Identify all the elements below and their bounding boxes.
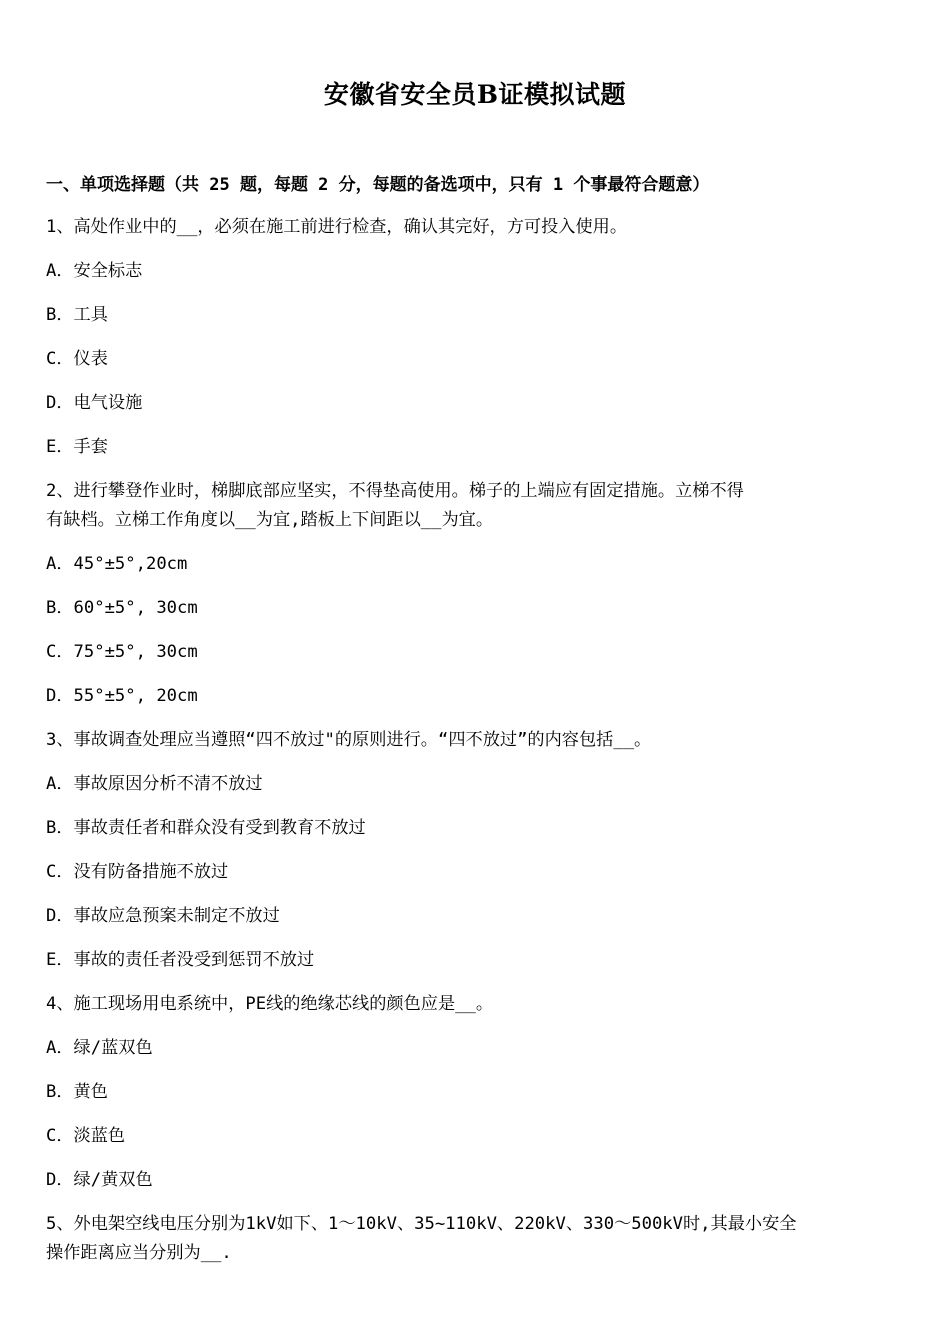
section-heading: 一、单项选择题（共 25 题，每题 2 分，每题的备选项中，只有 1 个事最符合题意） [46,175,710,195]
question-1-stem: 1、高处作业中的__，必须在施工前进行检查，确认其完好，方可投入使用。 [46,217,628,237]
question-2-option-d: D．55°±5°, 20cm [46,686,198,706]
question-1-option-b: B．工具 [46,305,108,325]
question-4-option-b: B．黄色 [46,1082,108,1102]
question-4-stem: 4、施工现场用电系统中，PE线的绝缘芯线的颜色应是__。 [46,994,494,1014]
question-3-option-c: C．没有防备措施不放过 [46,862,229,882]
question-1-option-d: D．电气设施 [46,393,143,413]
question-1-option-c: C．仪表 [46,349,108,369]
question-5-stem-line1: 5、外电架空线电压分别为1kV如下、1～10kV、35~110kV、220kV、330～500kV时,其最小安全 [46,1214,797,1234]
question-3-stem: 3、事故调查处理应当遵照“四不放过"的原则进行。“四不放过”的内容包括__。 [46,730,652,750]
question-3-option-d: D．事故应急预案未制定不放过 [46,906,280,926]
question-1-option-a: A．安全标志 [46,261,143,281]
question-3-option-e: E．事故的责任者没受到惩罚不放过 [46,950,315,970]
question-3-option-b: B．事故责任者和群众没有受到教育不放过 [46,818,366,838]
question-5-stem-line2: 操作距离应当分别为__. [46,1243,232,1263]
question-4-option-a: A．绿/蓝双色 [46,1038,153,1058]
question-3-option-a: A．事故原因分析不清不放过 [46,774,263,794]
question-2-stem-line2: 有缺档。立梯工作角度以__为宜,踏板上下间距以__为宜。 [46,510,494,530]
document-title: 安徽省安全员B证模拟试题 [323,80,627,109]
question-1-option-e: E．手套 [46,437,108,457]
question-2-option-b: B．60°±5°, 30cm [46,598,198,618]
question-2-stem-line1: 2、进行攀登作业时，梯脚底部应坚实，不得垫高使用。梯子的上端应有固定措施。立梯不得 [46,481,744,501]
question-4-option-d: D．绿/黄双色 [46,1170,153,1190]
question-4-option-c: C．淡蓝色 [46,1126,126,1146]
question-2-option-a: A．45°±5°,20cm [46,554,188,574]
question-2-option-c: C．75°±5°, 30cm [46,642,198,662]
